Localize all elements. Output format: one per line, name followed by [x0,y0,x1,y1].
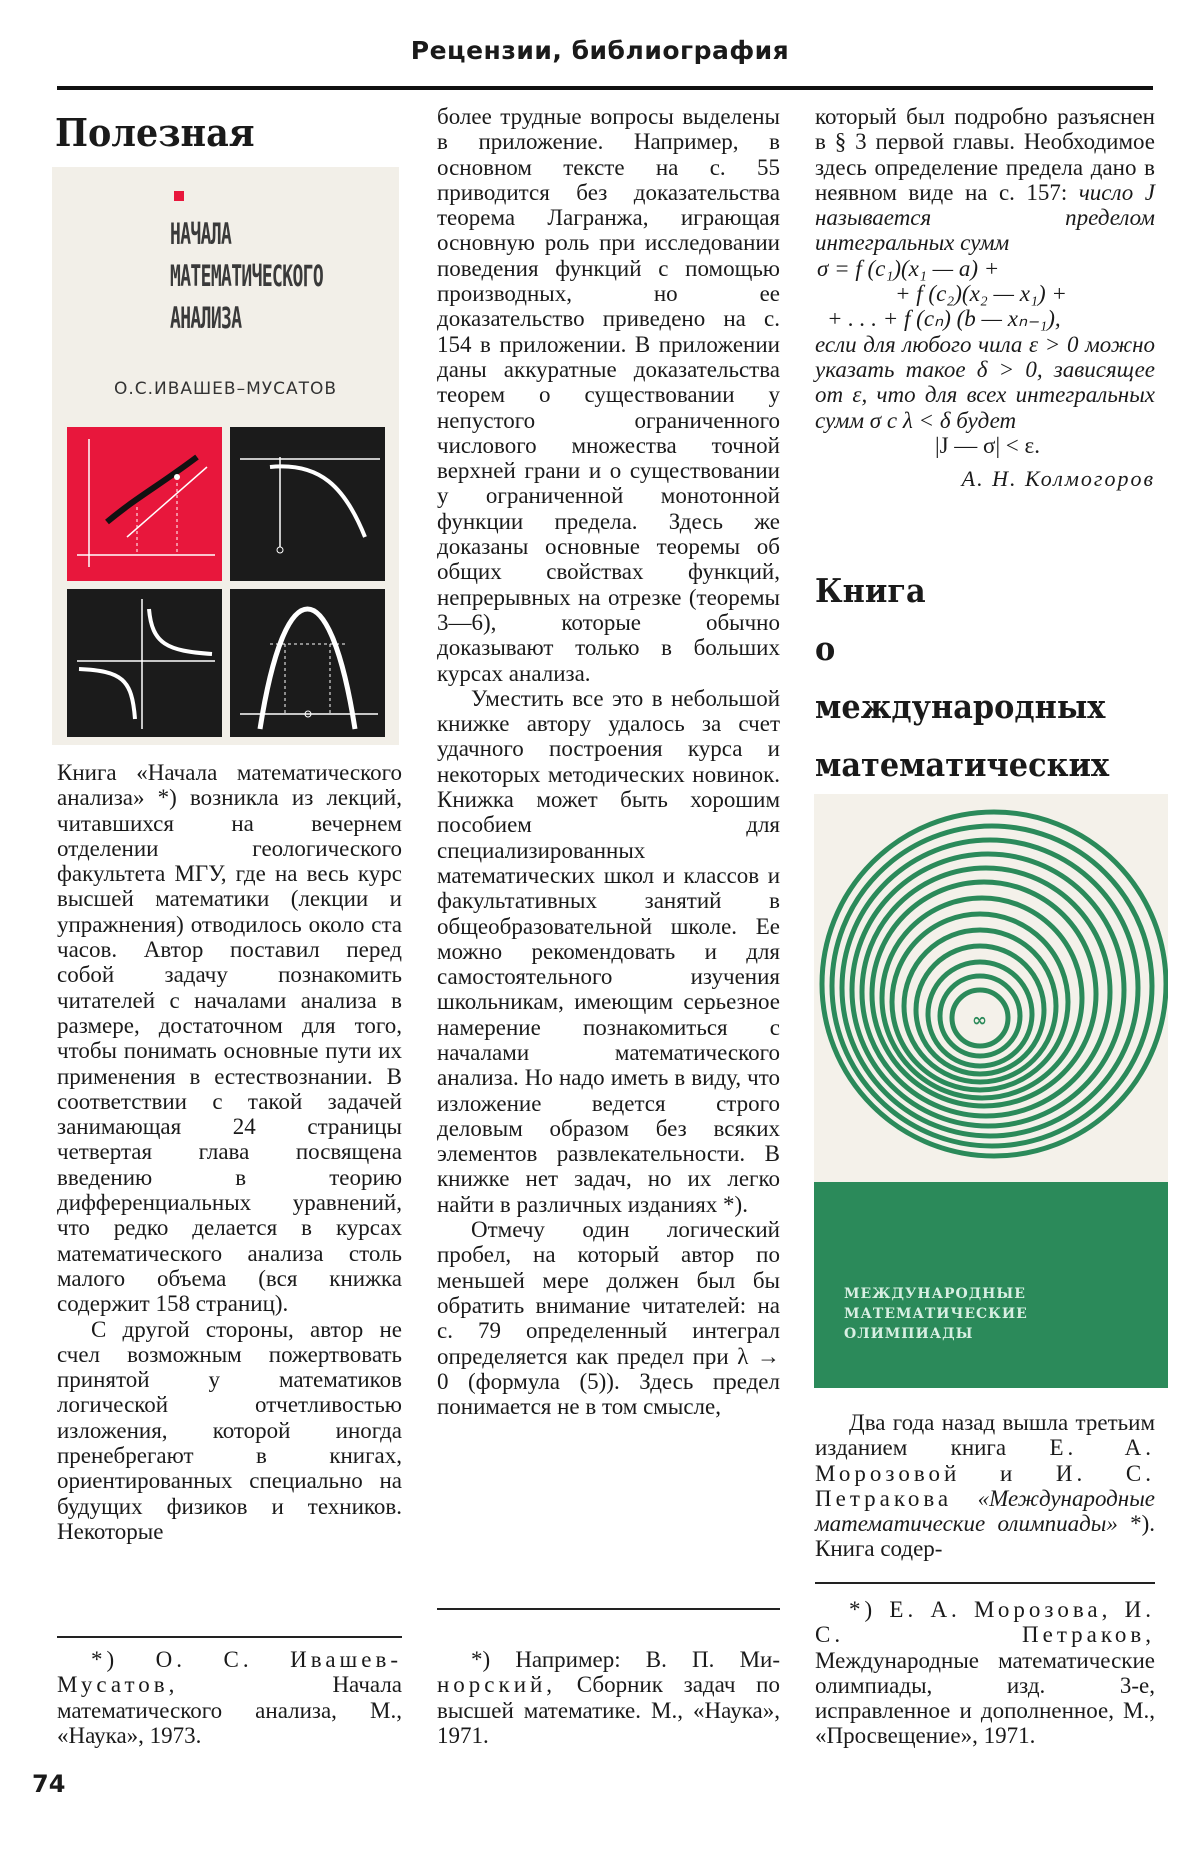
cover-panel-hyperbola [67,589,222,737]
limit-definition: число J называется пределом интегральных сумм [815,179,1156,256]
cover2-title-line: ОЛИМПИАДЫ [844,1326,974,1342]
footnote-rule [437,1608,780,1610]
cover-title [170,213,324,339]
footnote3-text: Международные математические олимпиады, изд. 3-е, исправленное и дополненное, М., «Просвещение», 1971. [815,1647,1155,1749]
footnote-3 [815,1597,1155,1749]
article1-paragraph: Отмечу один логический пробел, на который автор по меньшей мере должен был бы обратить внимание читателей: на с. 79 определенный интеграл определяется как предел при λ → 0 (формула (5)). Здесь предел понимается не в том смысле, [437,1217,780,1420]
cover-green-band [814,1182,1168,1388]
article2-text-a: Два года назад вышла третьим изданием книга [815,1410,1155,1461]
top-rule [57,86,1153,90]
cover-title-line: АНАЛИЗА [170,301,242,335]
footnote-rule [815,1582,1155,1584]
book-cover-ivashev [52,167,399,745]
cover-panel-arch [230,589,385,737]
footnote1-author: *) О. С. Ивашев-Мусатов, [57,1647,402,1698]
formula-line: σ = f (c₁)(x₁ — a) + [817,255,1000,281]
cover-panel-parabola [230,427,385,581]
footnote-rule [57,1636,402,1638]
footnote2-pre: *) Например: В. П. Ми- [471,1647,780,1672]
article2-title-line: о международных [815,629,1106,726]
cover-title-line: МАТЕМАТИЧЕСКОГО [170,259,324,293]
running-head: Рецензии, библиография [410,36,790,65]
formula-line: + f (c₂)(x₂ — x₁) + [895,281,1067,307]
parabola-tangent-icon [230,427,385,581]
col1-body [57,760,402,1544]
article1-paragraph: более трудные вопросы выделены в приложение. Например, в основном тексте на с. 55 приводится без доказательства теорема Лагранжа, играющая основную роль при исследовании поведения функций с помощью производных, но ее доказательство приведено на с. 154 в приложении. В приложении даны аккуратные доказательства теорем о существовании у непустого ограниченного числового множества точной верхней грани и о существовании у ограниченной монотонной функции предела. Здесь же доказаны основные теоремы об общих свойствах функций, непрерывных на отрезке (теоремы 3—6), которые обычно доказывают только в больших курсах анализа. [437,104,780,686]
footnote2-author: норский, [437,1672,557,1698]
article1-continuation: который был подробно разъяснен в § 3 первой главы. Необходимое здесь определение предела дано в неявном виде на с. 157: [815,104,1155,205]
article2-book-title: «Международные математические олимпиады» [815,1485,1155,1537]
article1-paragraph: Книга «Начала математического анализа» *) возникла из лекций, читавшихся на вечернем отделении геологического факультета МГУ, где на весь курс высшей математики (лекции и упражнения) отводилось около ста часов. Автор поставил перед собой задачу познакомить читателей с началами анализа в размере, достаточном для того, чтобы понимать основные пути их применения в естествознании. В соответствии с такой задачей занимающая 24 страницы четвертая глава посвящена введению в теорию дифференциальных уравнений, что редко делается в курсах математического анализа столь малого объема (вся книжка содержит 158 страниц). [57,760,402,1317]
formula-line: + . . . + f (cₙ) (b — xₙ₋₁), [827,306,1061,332]
formula-final: |J — σ| < ε. [935,432,1040,458]
cover-author: О.С.ИВАШЕВ–МУСАТОВ [113,379,338,399]
footnote-1 [57,1647,402,1748]
article1-title: Полезная [55,110,255,155]
limit-condition: если для любого чила ε > 0 можно указать такое δ > 0, зависящее от ε, что для всех интегральных сумм σ с λ < δ будет [815,331,1155,433]
col3-body [815,104,1155,492]
concentric-rings-icon [814,794,1168,1176]
footnote-2 [437,1647,780,1748]
article2-body [815,1410,1155,1562]
article2-text-b: *). Книга содер- [815,1511,1155,1562]
cover-panel-graph [67,427,222,581]
curve-tangent-icon [67,427,222,581]
article2-authors: Е. А. Морозовой и И. С. Петракова [815,1435,1155,1511]
signature: А. Н. Колмогоров [961,466,1155,492]
footnote2-text: Сборник задач по высшей математике. М., «Наука», 1971. [437,1672,780,1748]
book-cover-olympiads [814,794,1168,1388]
hyperbola-icon [67,589,222,737]
cover2-title-line: МАТЕМАТИЧЕСКИЕ [844,1306,1028,1322]
article2-title-line: Книга [815,571,926,610]
svg-text:∞: ∞ [972,1010,987,1031]
footnote3-authors: *) Е. А. Морозова, И. С. Петраков, [815,1597,1155,1648]
article1-paragraph: Уместить все это в небольшой книжке автору удалось за счет удачного построения курса и некоторых методических новинок. Книжка может быть хорошим пособием для специализированных математических школ и классов и факультативных занятий в общеобразовательной школе. Ее можно рекомендовать и для самостоятельного изучения школьникам, имеющим серьезное намерение познакомиться с началами математического анализа. Но надо иметь в виду, что изложение ведется строго деловым образом без всяких элементов развлекательности. В книжке нет задач, но их легко найти в различных изданиях *). [437,685,780,1217]
cover2-title-line: МЕЖДУНАРОДНЫЕ [844,1286,1026,1302]
page-number: 74 [32,1770,66,1798]
arch-curve-icon [230,589,385,737]
col2-body [437,104,780,1419]
article1-paragraph: С другой стороны, автор не счел возможным пожертвовать принятой у математиков логической отчетливостью изложения, которой иногда пренебрегают в книгах, ориентированных специально на будущих физиков и техников. Некоторые [57,1316,402,1544]
article2-title-line: математических [815,745,1110,784]
cover2-title [844,1284,1144,1344]
red-square-icon [174,191,184,201]
footnote1-text: Начала математического анализа, М., «Наука», 1973. [57,1672,402,1748]
cover-title-line: НАЧАЛА [170,217,232,251]
